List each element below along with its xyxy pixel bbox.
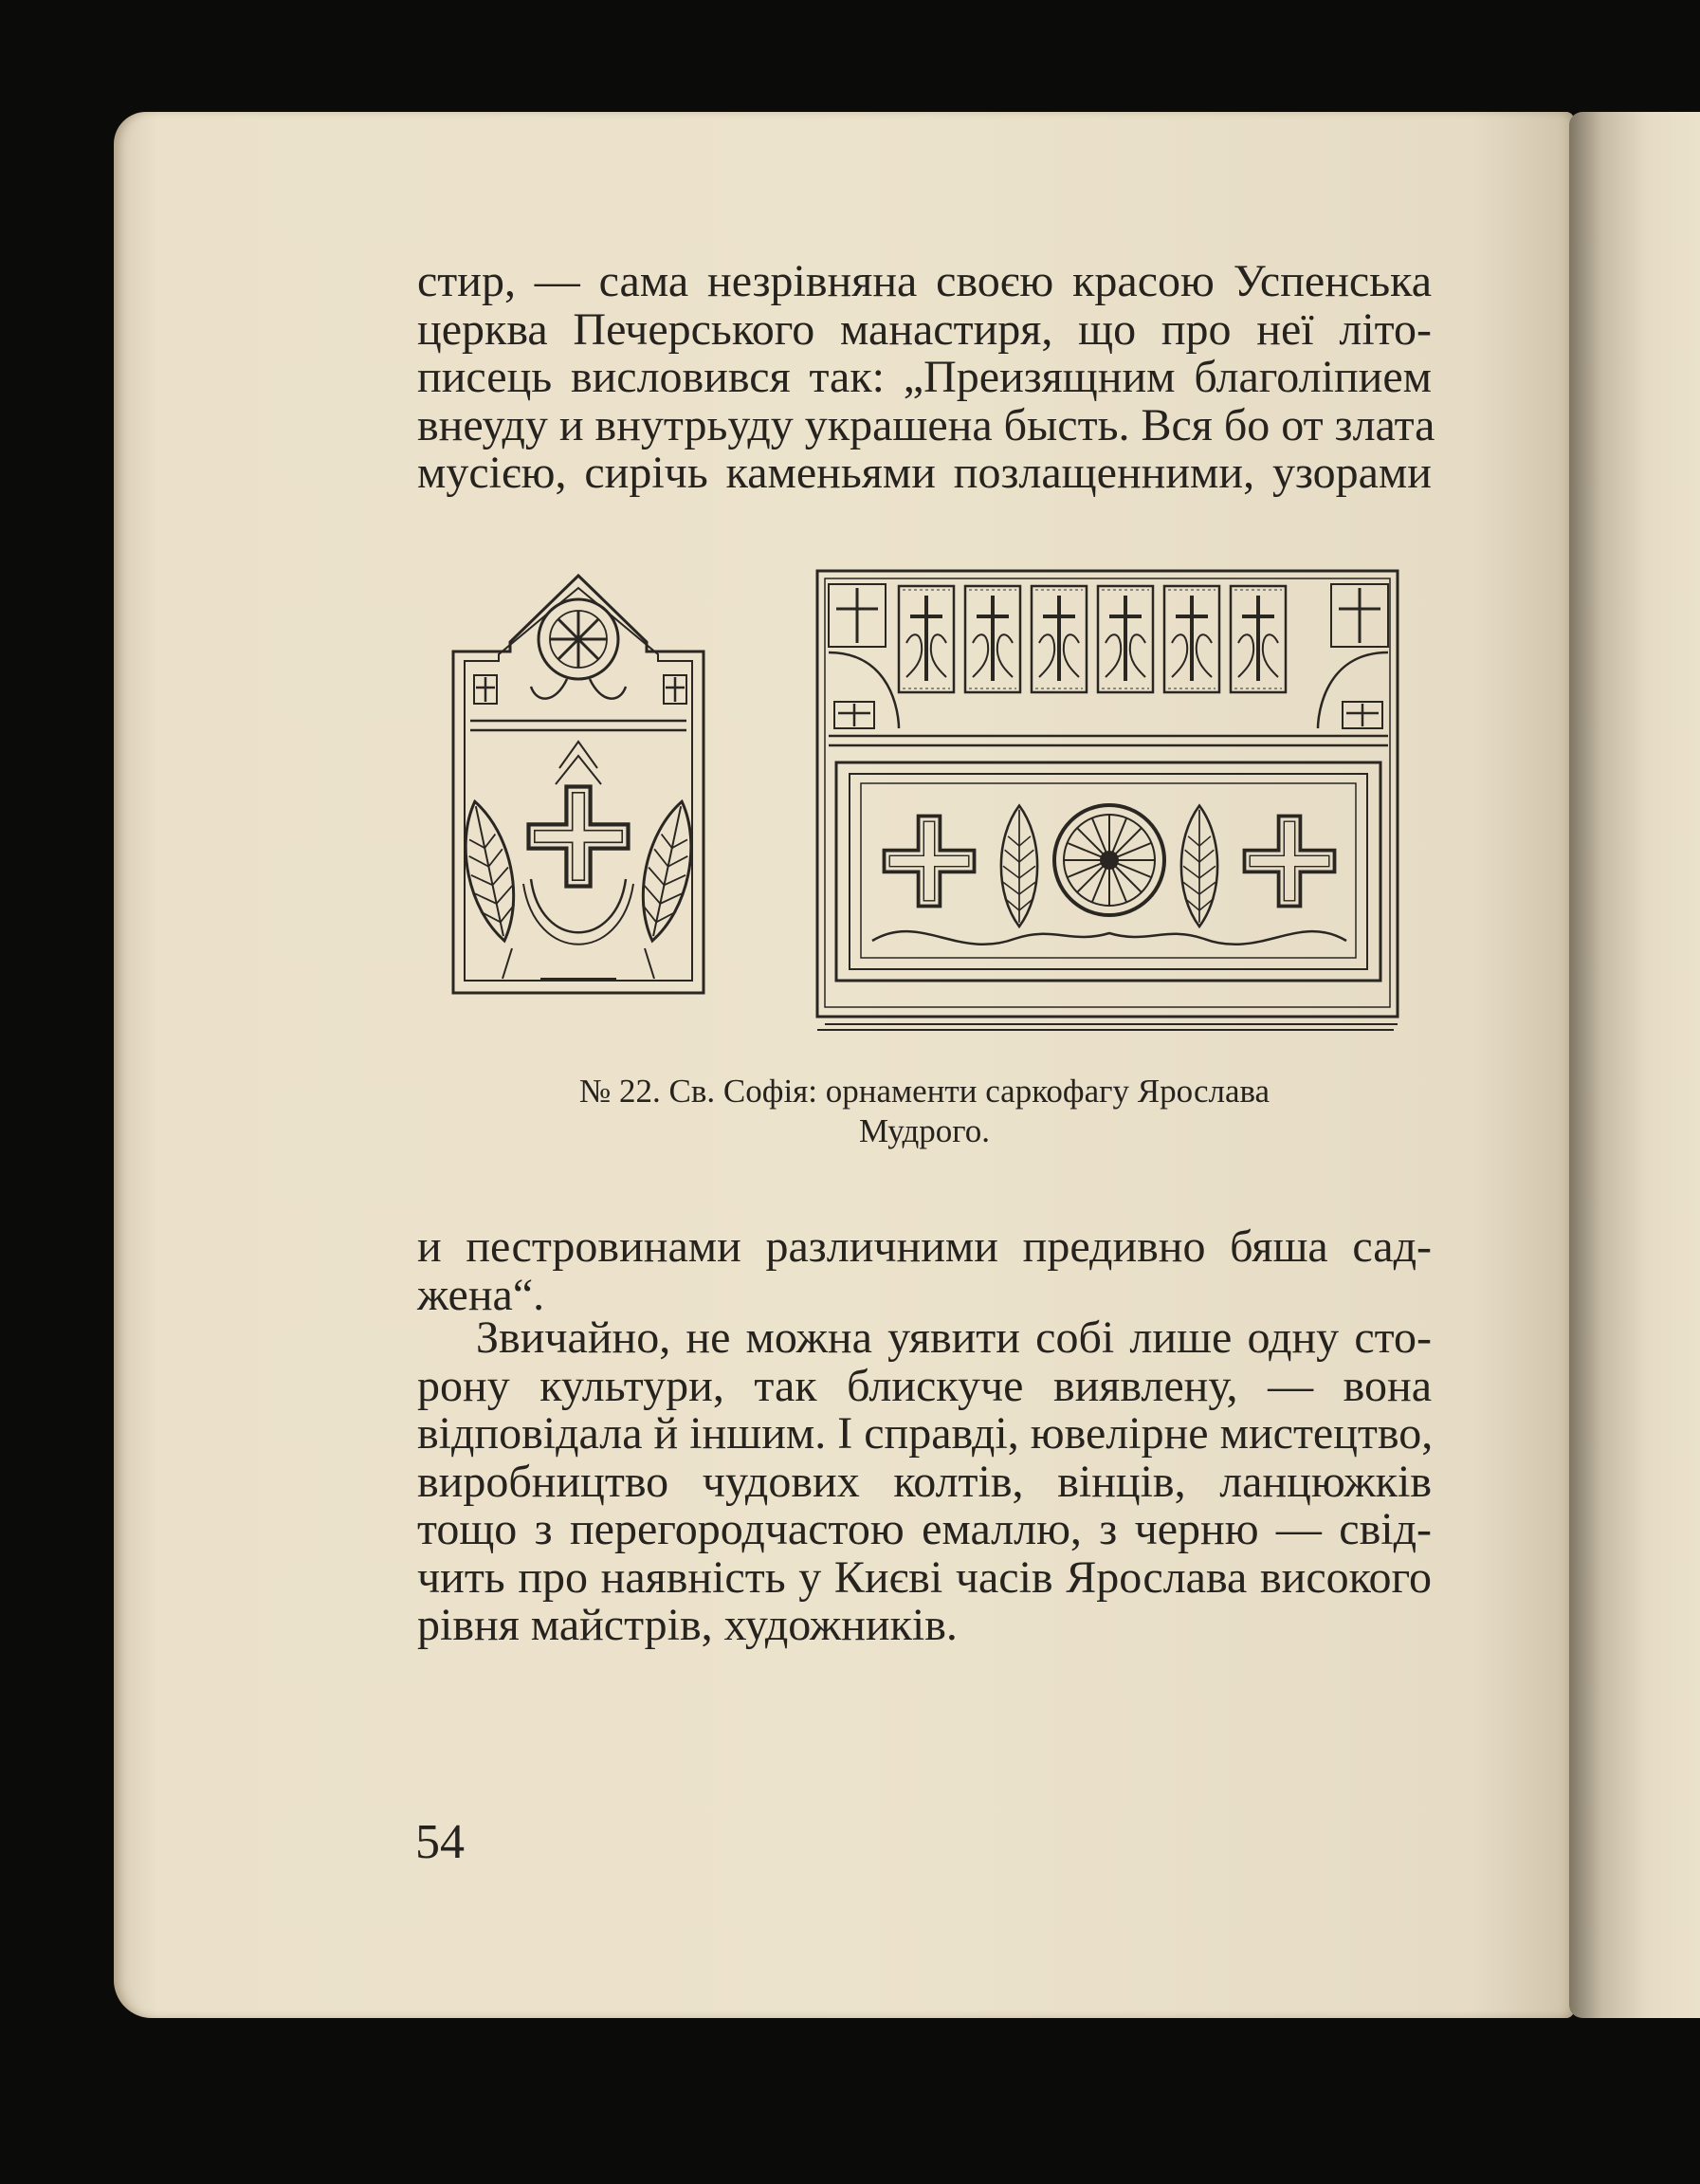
paragraph-bottom xyxy=(417,1314,1432,1650)
figure-caption-line: № 22. Св. Софія: орнаменти саркофагу Ярослава xyxy=(578,1073,1270,1110)
text-line: тощо з перегородчастою емаллю, з черню — свід- xyxy=(417,1504,1432,1554)
paragraph-top xyxy=(417,256,1435,498)
text-line: рівня майстрів, художників. xyxy=(417,1600,958,1650)
text-line: чить про наявність у Києві часів Ярослава високого xyxy=(417,1551,1432,1603)
figure-caption xyxy=(455,1072,1394,1151)
text-line: Звичайно, не можна уявити собі лише одну сто- xyxy=(476,1312,1432,1363)
text-line: стир, — сама незрівняна своєю красою Успенська xyxy=(417,256,1432,306)
paragraph-continuation xyxy=(417,1223,1432,1319)
text-line: відповідала й іншим. І справді, ювелірне мистецтво, xyxy=(417,1408,1434,1459)
text-line: внеуду и внутрьуду украшена бысть. Вся бо от злата xyxy=(417,399,1435,450)
book-page-right-edge xyxy=(1569,112,1700,2018)
text-line: писець висловився так: „Преизящним благоліпием xyxy=(417,352,1432,402)
text-line: мусією, сирічь каменьями позлащенними, узорами xyxy=(417,448,1432,498)
text-line: рону культури, так блискуче виявлену, — вона xyxy=(417,1360,1432,1411)
text-line: жена“. xyxy=(417,1269,545,1320)
text-line: и пестровинами различними предивно бяша сад- xyxy=(417,1221,1432,1272)
text-line: виробництво чудових колтів, вінців, ланцюжків xyxy=(417,1456,1432,1507)
text-line: церква Печерського манастиря, що про неї літо- xyxy=(417,303,1432,355)
figure-caption-line: Мудрого. xyxy=(858,1112,991,1149)
page-number: 54 xyxy=(415,1815,465,1869)
sarcophagus-ornament-illustration xyxy=(446,561,1403,1036)
